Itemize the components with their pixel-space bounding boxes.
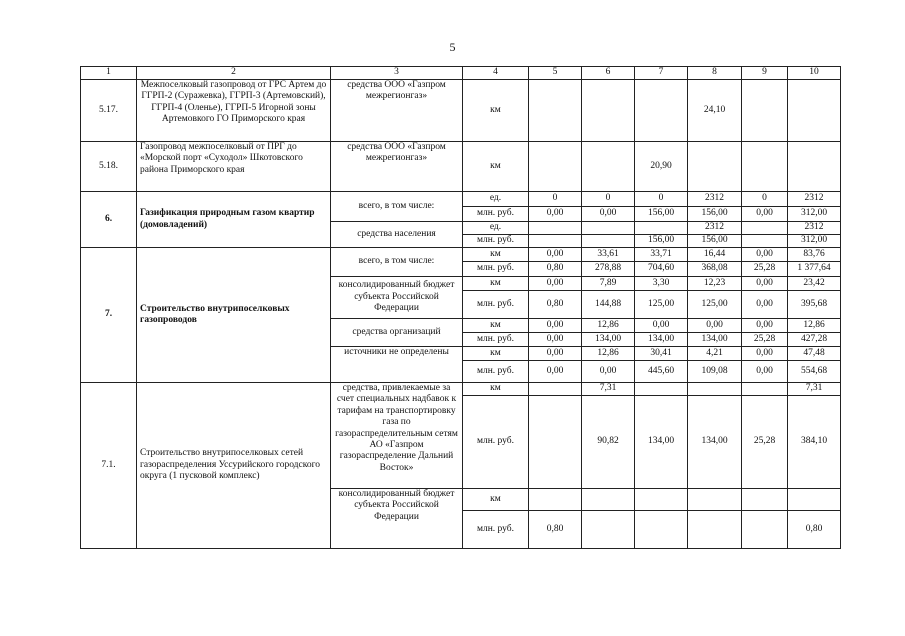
value-cell <box>788 489 841 511</box>
value-cell: 25,28 <box>742 333 788 347</box>
value-cell <box>742 489 788 511</box>
value-cell: 23,42 <box>788 277 841 291</box>
unit-cell: км <box>463 248 529 262</box>
value-cell: 0,80 <box>529 262 582 277</box>
row-number: 6. <box>81 192 137 248</box>
value-cell <box>529 235 582 248</box>
value-cell: 0,00 <box>582 207 635 222</box>
value-cell: 12,23 <box>688 277 742 291</box>
value-cell: 0,00 <box>688 319 742 333</box>
value-cell: 2312 <box>788 192 841 207</box>
value-cell <box>582 235 635 248</box>
value-cell: 0 <box>742 192 788 207</box>
value-cell <box>635 80 688 142</box>
value-cell: 7,31 <box>788 383 841 396</box>
value-cell: 7,31 <box>582 383 635 396</box>
value-cell: 12,86 <box>582 319 635 333</box>
value-cell: 278,88 <box>582 262 635 277</box>
page-number: 5 <box>449 40 456 54</box>
value-cell: 33,71 <box>635 248 688 262</box>
value-cell: 125,00 <box>635 291 688 319</box>
value-cell: 384,10 <box>788 396 841 489</box>
value-cell: 0,00 <box>529 347 582 361</box>
value-cell <box>788 142 841 192</box>
value-cell: 47,48 <box>788 347 841 361</box>
value-cell: 0,00 <box>529 361 582 383</box>
funding-source: источники не определены <box>331 347 463 383</box>
unit-cell: млн. руб. <box>463 396 529 489</box>
funding-source: всего, в том числе: <box>331 248 463 277</box>
value-cell: 109,08 <box>688 361 742 383</box>
value-cell: 395,68 <box>788 291 841 319</box>
table-row <box>81 192 841 207</box>
value-cell: 4,21 <box>688 347 742 361</box>
table-row <box>81 248 841 262</box>
unit-cell: млн. руб. <box>463 262 529 277</box>
value-cell: 312,00 <box>788 207 841 222</box>
program-table <box>80 66 841 549</box>
funding-source: средства организаций <box>331 319 463 347</box>
col-header-7: 7 <box>635 67 688 80</box>
value-cell <box>742 383 788 396</box>
value-cell: 134,00 <box>688 396 742 489</box>
value-cell: 0,00 <box>742 361 788 383</box>
value-cell: 7,89 <box>582 277 635 291</box>
funding-source: средства населения <box>331 222 463 248</box>
col-header-3: 3 <box>331 67 463 80</box>
value-cell: 312,00 <box>788 235 841 248</box>
value-cell <box>582 80 635 142</box>
value-cell <box>688 511 742 549</box>
value-cell <box>582 489 635 511</box>
value-cell: 0,00 <box>529 333 582 347</box>
value-cell <box>742 222 788 235</box>
unit-cell: млн. руб. <box>463 333 529 347</box>
value-cell: 33,61 <box>582 248 635 262</box>
value-cell: 1 377,64 <box>788 262 841 277</box>
object-name: Межпоселковый газопровод от ГРС Артем до ГГРП-2 (Суражевка), ГГРП-3 (Артемовский), ГГРП-4 (Оленье), ГГРП-5 Игорной зоны Артемовкого ГО Приморского края <box>137 80 331 142</box>
unit-cell: ед. <box>463 222 529 235</box>
value-cell: 12,86 <box>582 347 635 361</box>
value-cell <box>742 511 788 549</box>
unit-cell: млн. руб. <box>463 361 529 383</box>
value-cell: 0,00 <box>529 248 582 262</box>
value-cell <box>582 222 635 235</box>
value-cell: 0,80 <box>529 511 582 549</box>
value-cell: 368,08 <box>688 262 742 277</box>
value-cell <box>529 489 582 511</box>
unit-cell: км <box>463 383 529 396</box>
value-cell: 2312 <box>688 192 742 207</box>
value-cell: 0,00 <box>742 277 788 291</box>
table-row <box>81 383 841 396</box>
funding-source: всего, в том числе: <box>331 192 463 222</box>
value-cell: 16,44 <box>688 248 742 262</box>
value-cell: 427,28 <box>788 333 841 347</box>
value-cell <box>529 142 582 192</box>
value-cell <box>788 80 841 142</box>
value-cell <box>582 511 635 549</box>
value-cell <box>635 511 688 549</box>
value-cell: 0 <box>529 192 582 207</box>
value-cell: 30,41 <box>635 347 688 361</box>
value-cell <box>582 142 635 192</box>
value-cell: 0,00 <box>742 291 788 319</box>
value-cell: 156,00 <box>688 235 742 248</box>
unit-cell: ед. <box>463 192 529 207</box>
value-cell: 0,00 <box>742 319 788 333</box>
unit-cell: млн. руб. <box>463 207 529 222</box>
value-cell: 0 <box>582 192 635 207</box>
object-name: Газопровод межпоселковый от ПРГ до «Морской порт «Суходол» Шкотовского района Приморского края <box>137 142 331 192</box>
object-name: Газификация природным газом квартир (домовладений) <box>137 192 331 248</box>
value-cell <box>635 489 688 511</box>
value-cell: 2312 <box>788 222 841 235</box>
unit-cell: км <box>463 80 529 142</box>
row-number: 5.18. <box>81 142 137 192</box>
col-header-5: 5 <box>529 67 582 80</box>
unit-cell: млн. руб. <box>463 235 529 248</box>
value-cell <box>529 383 582 396</box>
value-cell: 704,60 <box>635 262 688 277</box>
value-cell: 2312 <box>688 222 742 235</box>
table-row <box>81 142 841 192</box>
unit-cell: млн. руб. <box>463 511 529 549</box>
value-cell <box>742 142 788 192</box>
value-cell: 20,90 <box>635 142 688 192</box>
table-row <box>81 80 841 142</box>
value-cell: 0,00 <box>529 319 582 333</box>
value-cell <box>742 235 788 248</box>
value-cell: 134,00 <box>582 333 635 347</box>
column-number-row <box>81 67 841 80</box>
funding-source: средства ООО «Газпром межрегионгаз» <box>331 80 463 142</box>
value-cell: 90,82 <box>582 396 635 489</box>
value-cell: 0 <box>635 192 688 207</box>
unit-cell: км <box>463 319 529 333</box>
col-header-8: 8 <box>688 67 742 80</box>
col-header-10: 10 <box>788 67 841 80</box>
value-cell <box>635 222 688 235</box>
value-cell: 0,80 <box>788 511 841 549</box>
value-cell: 144,88 <box>582 291 635 319</box>
value-cell <box>529 222 582 235</box>
value-cell <box>529 396 582 489</box>
value-cell: 0,00 <box>742 207 788 222</box>
funding-source: консолидированный бюджет субъекта Российской Федерации <box>331 489 463 549</box>
row-number: 5.17. <box>81 80 137 142</box>
col-header-9: 9 <box>742 67 788 80</box>
value-cell: 0,00 <box>742 347 788 361</box>
unit-cell: млн. руб. <box>463 291 529 319</box>
col-header-6: 6 <box>582 67 635 80</box>
value-cell: 156,00 <box>688 207 742 222</box>
value-cell: 0,00 <box>529 207 582 222</box>
row-number: 7.1. <box>81 383 137 549</box>
value-cell: 12,86 <box>788 319 841 333</box>
value-cell: 0,00 <box>582 361 635 383</box>
value-cell: 554,68 <box>788 361 841 383</box>
unit-cell: км <box>463 142 529 192</box>
value-cell: 3,30 <box>635 277 688 291</box>
value-cell <box>688 383 742 396</box>
value-cell: 25,28 <box>742 396 788 489</box>
value-cell: 134,00 <box>688 333 742 347</box>
row-number: 7. <box>81 248 137 383</box>
unit-cell: км <box>463 277 529 291</box>
value-cell: 0,80 <box>529 291 582 319</box>
funding-source: консолидированный бюджет субъекта Российской Федерации <box>331 277 463 319</box>
value-cell: 25,28 <box>742 262 788 277</box>
value-cell: 156,00 <box>635 207 688 222</box>
value-cell: 0,00 <box>635 319 688 333</box>
col-header-2: 2 <box>137 67 331 80</box>
value-cell <box>688 142 742 192</box>
funding-source: средства ООО «Газпром межрегионгаз» <box>331 142 463 192</box>
value-cell: 0,00 <box>529 277 582 291</box>
value-cell <box>529 80 582 142</box>
value-cell: 24,10 <box>688 80 742 142</box>
value-cell: 156,00 <box>635 235 688 248</box>
col-header-4: 4 <box>463 67 529 80</box>
value-cell <box>742 80 788 142</box>
value-cell: 134,00 <box>635 333 688 347</box>
value-cell <box>635 383 688 396</box>
value-cell: 134,00 <box>635 396 688 489</box>
value-cell: 125,00 <box>688 291 742 319</box>
object-name: Строительство внутрипоселковых газопроводов <box>137 248 331 383</box>
value-cell: 445,60 <box>635 361 688 383</box>
col-header-1: 1 <box>81 67 137 80</box>
value-cell: 83,76 <box>788 248 841 262</box>
funding-source: средства, привлекаемые за счет специальных надбавок к тарифам на транспортировку газа по газораспределительным сетям АО «Газпром газораспределение Дальний Восток» <box>331 383 463 489</box>
value-cell <box>688 489 742 511</box>
unit-cell: км <box>463 347 529 361</box>
value-cell: 0,00 <box>742 248 788 262</box>
object-name: Строительство внутрипоселковых сетей газораспределения Уссурийского городского округа (1 пусковой комплекс) <box>137 383 331 549</box>
unit-cell: км <box>463 489 529 511</box>
